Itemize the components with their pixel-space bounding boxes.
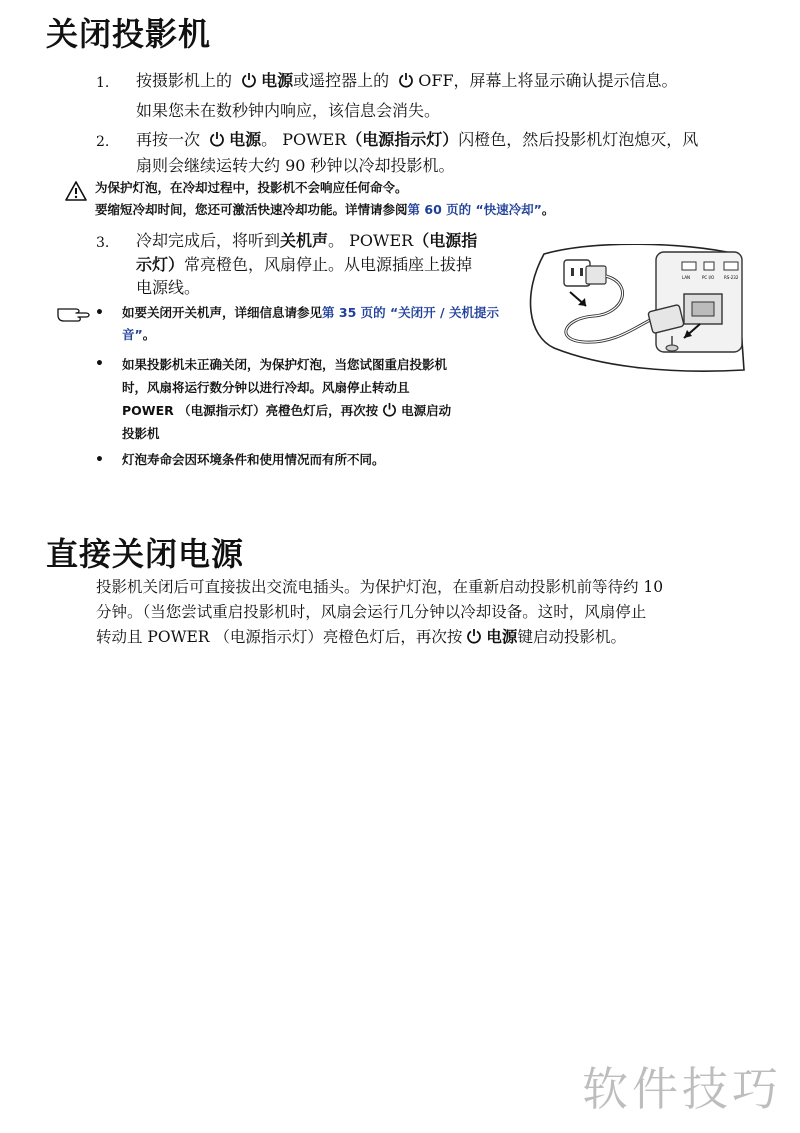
step1-pre: 按摄影机上的	[136, 71, 233, 90]
power-key-label: 电源	[486, 628, 518, 646]
power-key-label: 电源	[261, 71, 294, 90]
link-quick-cooling[interactable]: 第 60 页的 “快速冷却”	[407, 202, 542, 217]
tip-1-text	[122, 302, 522, 346]
warning-note	[95, 177, 755, 221]
warning-text: 要缩短冷却时间，您还可激活快速冷却功能。详情请参阅	[95, 202, 408, 217]
warning-end: 。	[541, 202, 555, 217]
tip-2-line-3	[122, 399, 522, 422]
step2-line2: 扇则会继续运转大约 90 秒钟以冷却投影机。	[136, 156, 455, 175]
port-label-rs232: RS-232	[724, 275, 739, 280]
power-icon	[398, 72, 414, 88]
bullet: •	[95, 356, 104, 372]
step1-off: OFF，屏幕上将显示确认提示信息。	[418, 71, 678, 90]
tip-2-text	[122, 353, 522, 445]
warning-triangle-icon	[64, 180, 88, 202]
step-number: 1.	[96, 75, 110, 91]
link-startup-sound[interactable]: 第 35 页的 “关闭开 / 关机提示音”	[122, 305, 499, 342]
bullet: •	[95, 452, 104, 468]
power-indicator-label: （电源指	[413, 231, 478, 250]
shutdown-sound-label: 关机声	[280, 231, 329, 250]
power-icon	[209, 131, 225, 147]
direct-power-off-paragraph	[96, 575, 756, 650]
step2-post: 闪橙色，然后投影机灯泡熄灭，风	[458, 130, 699, 149]
unplug-power-cord-illustration	[524, 244, 746, 372]
tip-1-pre: 如要关闭开关机声，详细信息请参见	[122, 305, 323, 320]
paragraph-line-3-post: 键启动投影机。	[517, 628, 626, 646]
bullet: •	[95, 305, 104, 321]
tip-3-text: 灯泡寿命会因环境条件和使用情况而有所不同。	[122, 452, 385, 467]
tip-2-line-1: 如果投影机未正确关闭，为保护灯泡，当您试图重启投影机	[122, 357, 448, 372]
paragraph-line-1: 投影机关闭后可直接拔出交流电插头。为保护灯泡，在重新启动投影机前等待约 10	[96, 578, 664, 596]
step-number: 3.	[96, 235, 110, 251]
step1-line2: 如果您未在数秒钟内响应，该信息会消失。	[136, 101, 441, 120]
paragraph-line-3-pre: 转动且 POWER （电源指示灯）亮橙色灯后，再次按	[96, 628, 463, 646]
tip-1-end: 。	[142, 327, 156, 342]
power-icon	[241, 72, 257, 88]
power-indicator-label: （电源指示灯）	[346, 130, 459, 149]
tip-2-line-4: 投影机	[122, 426, 160, 441]
step3-mid: 。 POWER	[328, 231, 414, 250]
paragraph-line-2: 分钟。（当您尝试重启投影机时，风扇会运行几分钟以冷却设备。这时，风扇停止	[96, 603, 647, 621]
tip-2-line-3-pre: POWER （电源指示灯）亮橙色灯后，再次按	[122, 403, 379, 418]
tip-2-line-2: 时，风扇将运行数分钟以进行冷却。风扇停止转动且	[122, 380, 410, 395]
power-icon	[466, 628, 482, 644]
step3-line2: 常亮橙色，风扇停止。从电源插座上拔掉	[184, 255, 473, 274]
step3-line3: 电源线。	[136, 278, 201, 297]
warning-line-2	[95, 199, 755, 221]
step-number: 2.	[96, 134, 110, 150]
tip-2-line-3-post: 电源启动	[401, 403, 452, 418]
step1-mid: 或遥控器上的	[293, 71, 390, 90]
power-indicator-label-cont: 示灯）	[136, 255, 185, 274]
step3-pre: 冷却完成后，将听到	[136, 231, 281, 250]
power-icon	[382, 402, 397, 417]
power-key-label: 电源	[229, 130, 262, 149]
port-label-pc: PC I/O	[702, 275, 715, 280]
step2-pre: 再按一次	[136, 130, 201, 149]
paragraph-line-3	[96, 625, 756, 650]
section-title-direct-power-off: 直接关闭电源	[46, 535, 245, 573]
step2-mid: 。 POWER	[261, 130, 347, 149]
section-title-power-off: 关闭投影机	[46, 15, 212, 53]
watermark: 软件技巧	[582, 1062, 782, 1116]
pointing-hand-icon	[56, 305, 92, 323]
port-label-lan: LAN	[682, 275, 691, 280]
warning-line-1: 为保护灯泡，在冷却过程中，投影机不会响应任何命令。	[95, 180, 408, 195]
